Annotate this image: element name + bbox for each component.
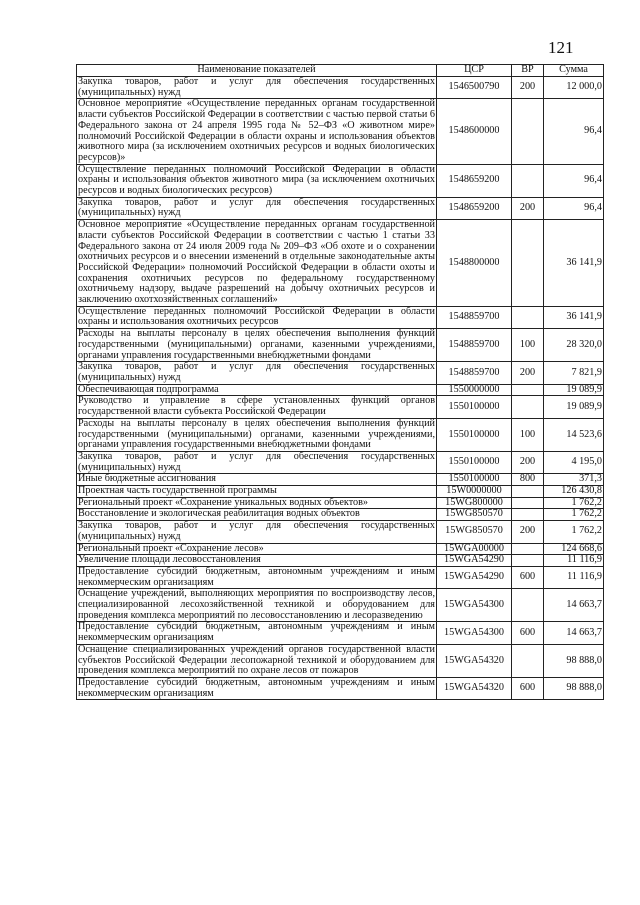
row-sum-cell: 7 821,9 bbox=[544, 362, 604, 384]
table-row bbox=[77, 451, 604, 473]
row-csr-cell: 15WGA54290 bbox=[437, 555, 512, 567]
row-sum-cell: 28 320,0 bbox=[544, 329, 604, 362]
row-sum-cell: 14 663,7 bbox=[544, 622, 604, 644]
table-row bbox=[77, 164, 604, 197]
row-vr-cell bbox=[512, 543, 544, 555]
table-body bbox=[77, 77, 604, 700]
row-sum-cell: 1 762,2 bbox=[544, 497, 604, 509]
table-row bbox=[77, 329, 604, 362]
row-sum-cell: 19 089,9 bbox=[544, 396, 604, 418]
table-row bbox=[77, 566, 604, 588]
row-csr-cell: 1548800000 bbox=[437, 220, 512, 307]
table-row bbox=[77, 396, 604, 418]
row-csr-cell: 15WG850570 bbox=[437, 509, 512, 521]
row-csr-cell: 15WGA54320 bbox=[437, 677, 512, 699]
row-vr-cell bbox=[512, 99, 544, 164]
row-name-cell: Расходы на выплаты персоналу в целях обеспечения выполнения функций государственными (муниципальными) органами, казенными учреждениями, органами управления государственными внебюджетными фондами bbox=[78, 328, 435, 361]
row-csr-cell: 15WGA54320 bbox=[437, 644, 512, 677]
row-name-cell: Проектная часть государственной программы bbox=[77, 486, 437, 498]
row-vr-cell bbox=[512, 220, 544, 307]
row-name-cell: Закупка товаров, работ и услуг для обеспечения государственных (муниципальных) нужд bbox=[78, 76, 435, 98]
row-vr-cell: 200 bbox=[512, 362, 544, 384]
header-vr: ВР bbox=[512, 65, 544, 77]
row-csr-cell: 1550100000 bbox=[437, 451, 512, 473]
row-csr-cell: 15WGA54290 bbox=[437, 566, 512, 588]
row-vr-cell bbox=[512, 589, 544, 622]
table-row bbox=[77, 509, 604, 521]
header-name: Наименование показателей bbox=[77, 65, 437, 77]
table-row bbox=[77, 644, 604, 677]
table-row bbox=[77, 521, 604, 543]
page-number: 121 bbox=[548, 38, 574, 57]
row-sum-cell: 14 523,6 bbox=[544, 418, 604, 451]
row-name-cell: Восстановление и экологическая реабилитация водных объектов bbox=[77, 509, 437, 521]
table-row bbox=[77, 622, 604, 644]
row-sum-cell: 1 762,2 bbox=[544, 509, 604, 521]
row-vr-cell: 100 bbox=[512, 418, 544, 451]
row-sum-cell: 36 141,9 bbox=[544, 306, 604, 328]
row-name-cell: Закупка товаров, работ и услуг для обеспечения государственных (муниципальных) нужд bbox=[78, 361, 435, 383]
row-sum-cell: 126 430,8 bbox=[544, 486, 604, 498]
row-name-cell: Обеспечивающая подпрограмма bbox=[77, 384, 437, 396]
row-csr-cell: 1548659200 bbox=[437, 197, 512, 219]
row-sum-cell: 11 116,9 bbox=[544, 555, 604, 567]
row-vr-cell: 600 bbox=[512, 566, 544, 588]
row-csr-cell: 15WGA54300 bbox=[437, 622, 512, 644]
table-row bbox=[77, 197, 604, 219]
row-name-cell: Основное мероприятие «Осуществление переданных органам государственной власти субъектов Российской Федерации в соответствии с частью 1 статьи 33 Федерального закона от 24 июля 2009 года № 209–ФЗ «Об охоте и о сохранении охотничьих ресурсов и о внесении изменений в отдельные законодательные акты Российской Федерации» полномочий Российской Федерации в области охоты и сохранения охотничьих ресурсов по федеральному государственному охотничьему надзору, выдаче разрешений на добычу охотничьих ресурсов и заключению охотхозяйственных соглашений» bbox=[78, 219, 435, 306]
row-csr-cell: 1548859700 bbox=[437, 362, 512, 384]
row-name-cell: Основное мероприятие «Осуществление переданных органам государственной власти субъектов Российской Федерации в соответствии с частью первой статьи 6 Федерального закона от 24 апреля 1995 года № 52–ФЗ «О животном мире» полномочий Российской Федерации в области охраны и использования объектов животного мира (за исключением охотничьих ресурсов и водных биологических ресурсов)» bbox=[78, 98, 435, 163]
row-vr-cell: 200 bbox=[512, 451, 544, 473]
row-csr-cell: 15WGA54300 bbox=[437, 589, 512, 622]
row-sum-cell: 36 141,9 bbox=[544, 220, 604, 307]
row-csr-cell: 1548659200 bbox=[437, 164, 512, 197]
row-vr-cell: 200 bbox=[512, 77, 544, 99]
row-name-cell: Закупка товаров, работ и услуг для обеспечения государственных (муниципальных) нужд bbox=[78, 520, 435, 542]
row-csr-cell: 1548859700 bbox=[437, 306, 512, 328]
row-csr-cell: 1550100000 bbox=[437, 396, 512, 418]
row-sum-cell: 96,4 bbox=[544, 197, 604, 219]
table-row bbox=[77, 77, 604, 99]
row-vr-cell bbox=[512, 486, 544, 498]
table-row bbox=[77, 543, 604, 555]
table-row bbox=[77, 220, 604, 307]
row-csr-cell: 15W0000000 bbox=[437, 486, 512, 498]
row-csr-cell: 15WGA00000 bbox=[437, 543, 512, 555]
row-sum-cell: 4 195,0 bbox=[544, 451, 604, 473]
row-csr-cell: 1550000000 bbox=[437, 384, 512, 396]
table-row bbox=[77, 555, 604, 567]
header-csr: ЦСР bbox=[437, 65, 512, 77]
row-name-cell: Региональный проект «Сохранение уникальных водных объектов» bbox=[77, 497, 437, 509]
table-row bbox=[77, 589, 604, 622]
row-csr-cell: 15WG850570 bbox=[437, 521, 512, 543]
row-sum-cell: 96,4 bbox=[544, 164, 604, 197]
header-sum: Сумма bbox=[544, 65, 604, 77]
row-name-cell: Оснащение учреждений, выполняющих мероприятия по воспроизводству лесов, специализированной лесохозяйственной техникой и оборудованием для проведения комплекса мероприятий по лесовосстановлению и лесоразведению bbox=[78, 588, 435, 621]
row-name-cell: Предоставление субсидий бюджетным, автономным учреждениям и иным некоммерческим организациям bbox=[78, 621, 435, 644]
row-vr-cell bbox=[512, 509, 544, 521]
row-sum-cell: 124 668,6 bbox=[544, 543, 604, 555]
row-sum-cell: 12 000,0 bbox=[544, 77, 604, 99]
row-vr-cell bbox=[512, 644, 544, 677]
row-vr-cell bbox=[512, 396, 544, 418]
row-sum-cell: 14 663,7 bbox=[544, 589, 604, 622]
row-name-cell: Расходы на выплаты персоналу в целях обеспечения выполнения функций государственными (муниципальными) органами, казенными учреждениями, органами управления государственными внебюджетными фондами bbox=[78, 417, 435, 451]
row-vr-cell: 800 bbox=[512, 474, 544, 486]
row-name-cell: Закупка товаров, работ и услуг для обеспечения государственных (муниципальных) нужд bbox=[78, 450, 435, 473]
row-csr-cell: 1550100000 bbox=[437, 418, 512, 451]
row-name-cell: Региональный проект «Сохранение лесов» bbox=[77, 543, 437, 555]
row-vr-cell bbox=[512, 497, 544, 509]
row-vr-cell: 200 bbox=[512, 197, 544, 219]
row-sum-cell: 11 116,9 bbox=[544, 566, 604, 588]
row-vr-cell bbox=[512, 306, 544, 328]
row-vr-cell bbox=[512, 164, 544, 197]
table-row bbox=[77, 362, 604, 384]
table-row bbox=[77, 418, 604, 451]
table-row bbox=[77, 677, 604, 699]
row-vr-cell bbox=[512, 384, 544, 396]
table-row bbox=[77, 99, 604, 164]
row-csr-cell: 1550100000 bbox=[437, 474, 512, 486]
row-vr-cell: 200 bbox=[512, 521, 544, 543]
row-sum-cell: 98 888,0 bbox=[544, 644, 604, 677]
table-header-row bbox=[77, 65, 604, 77]
row-vr-cell bbox=[512, 555, 544, 567]
budget-table bbox=[76, 64, 604, 700]
row-sum-cell: 96,4 bbox=[544, 99, 604, 164]
row-csr-cell: 1548600000 bbox=[437, 99, 512, 164]
row-name-cell: Руководство и управление в сфере установленных функций органов государственной власти субъекта Российской Федерации bbox=[78, 395, 435, 418]
row-csr-cell: 1546500790 bbox=[437, 77, 512, 99]
row-csr-cell: 1548859700 bbox=[437, 329, 512, 362]
table-row bbox=[77, 497, 604, 509]
row-name-cell: Предоставление субсидий бюджетным, автономным учреждениям и иным некоммерческим организациям bbox=[78, 676, 435, 699]
row-sum-cell: 371,3 bbox=[544, 474, 604, 486]
row-name-cell: Предоставление субсидий бюджетным, автономным учреждениям и иным некоммерческим организациям bbox=[78, 565, 435, 588]
row-vr-cell: 600 bbox=[512, 622, 544, 644]
row-csr-cell: 15WG800000 bbox=[437, 497, 512, 509]
table-row bbox=[77, 474, 604, 486]
row-sum-cell: 19 089,9 bbox=[544, 384, 604, 396]
row-name-cell: Увеличение площади лесовосстановления bbox=[77, 555, 437, 567]
row-name-cell: Осуществление переданных полномочий Российской Федерации в области охраны и использования охотничьих ресурсов bbox=[78, 305, 435, 328]
table-row bbox=[77, 384, 604, 396]
table-row bbox=[77, 486, 604, 498]
row-sum-cell: 1 762,2 bbox=[544, 521, 604, 543]
row-sum-cell: 98 888,0 bbox=[544, 677, 604, 699]
table-row bbox=[77, 306, 604, 328]
row-name-cell: Закупка товаров, работ и услуг для обеспечения государственных (муниципальных) нужд bbox=[78, 196, 435, 219]
row-name-cell: Оснащение специализированных учреждений органов государственной власти субъектов Российской Федерации лесопожарной техникой и оборудованием для проведения комплекса мероприятий по охране лесов от пожаров bbox=[78, 643, 435, 677]
row-vr-cell: 600 bbox=[512, 677, 544, 699]
row-vr-cell: 100 bbox=[512, 329, 544, 362]
row-name-cell: Осуществление переданных полномочий Российской Федерации в области охраны и использования объектов животного мира (за исключением охотничьих ресурсов и водных биологических ресурсов) bbox=[78, 163, 435, 197]
row-name-cell: Иные бюджетные ассигнования bbox=[77, 474, 437, 486]
